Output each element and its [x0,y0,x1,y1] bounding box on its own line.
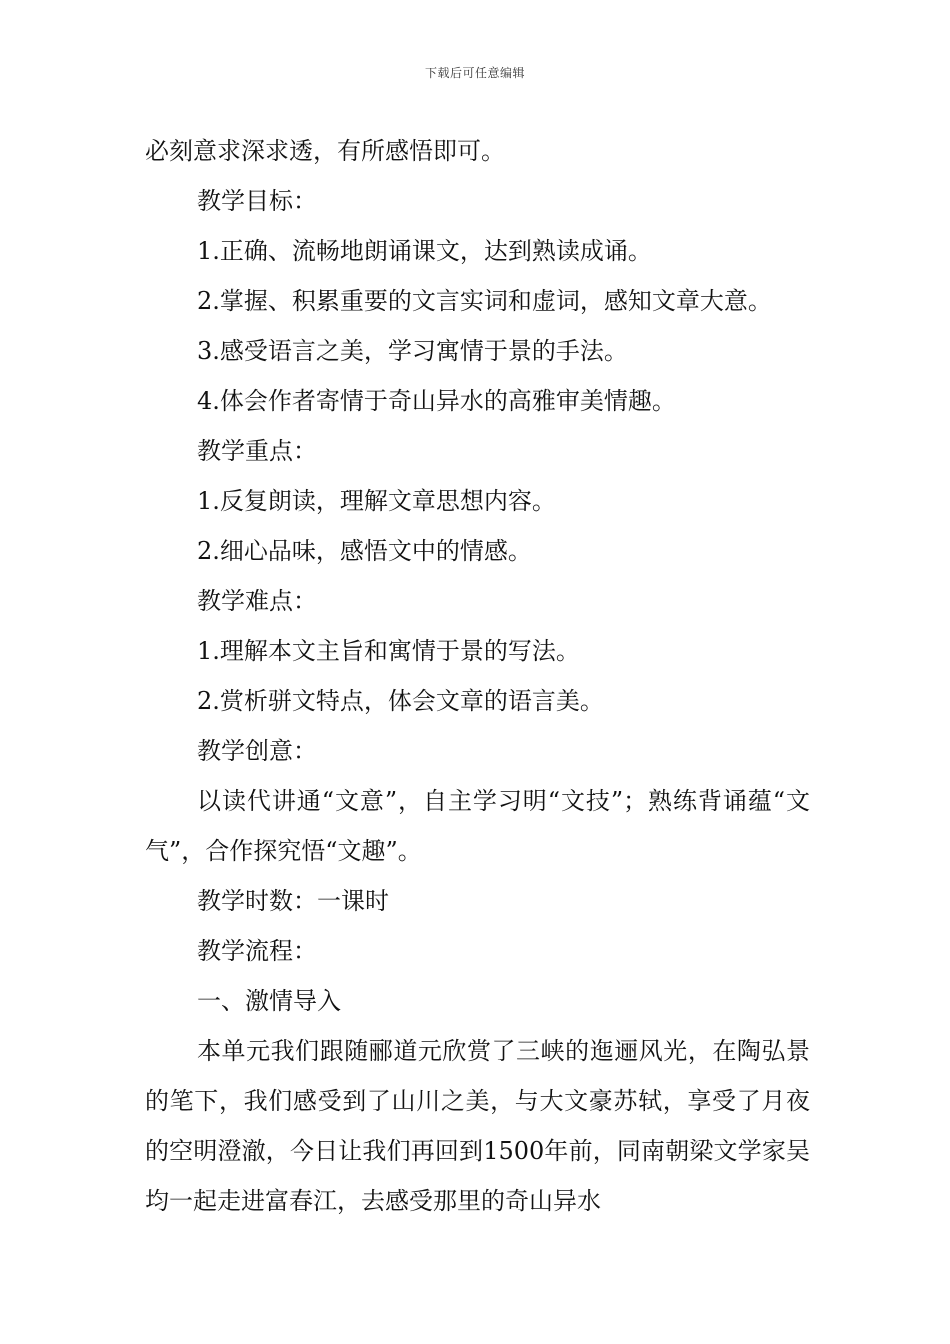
objective-item-3: 3.感受语言之美，学习寓情于景的手法。 [197,337,628,365]
objective-item-2: 2.掌握、积累重要的文言实词和虚词，感知文章大意。 [197,287,772,315]
heading-key-points: 教学重点： [197,437,317,465]
difficulty-item-2: 2.赏析骈文特点，体会文章的语言美。 [197,687,604,715]
difficulty-item-1: 1.理解本文主旨和寓情于景的写法。 [197,637,580,665]
heading-objectives: 教学目标： [197,187,317,215]
key-point-item-2: 2.细心品味，感悟文中的情感。 [197,537,532,565]
creative-idea-paragraph: 以读代讲通“文意”，自主学习明“文技”；熟练背诵蕴“文气”，合作探究悟“文趣”。 [145,787,810,865]
paragraph-continuation: 必刻意求深求透，有所感悟即可。 [145,137,505,165]
page-header: 下载后可任意编辑 [424,66,525,80]
heading-creative-idea: 教学创意： [197,737,317,765]
heading-process: 教学流程： [197,937,317,965]
objective-item-1: 1.正确、流畅地朗诵课文，达到熟读成诵。 [197,237,652,265]
heading-difficulties: 教学难点： [197,587,317,615]
document-body [145,126,810,1226]
lesson-hours: 教学时数：一课时 [197,887,389,915]
intro-paragraph: 本单元我们跟随郦道元欣赏了三峡的迤逦风光，在陶弘景的笔下，我们感受到了山川之美，与大文豪苏轼，享受了月夜的空明澄澈，今日让我们再回到1500年前，同南朝梁文学家吴均一起走进富春江，去感受那里的奇山异水 [145,1037,810,1215]
key-point-item-1: 1.反复朗读，理解文章思想内容。 [197,487,556,515]
section-intro-heading: 一、激情导入 [197,987,341,1015]
objective-item-4: 4.体会作者寄情于奇山异水的高雅审美情趣。 [197,387,676,415]
